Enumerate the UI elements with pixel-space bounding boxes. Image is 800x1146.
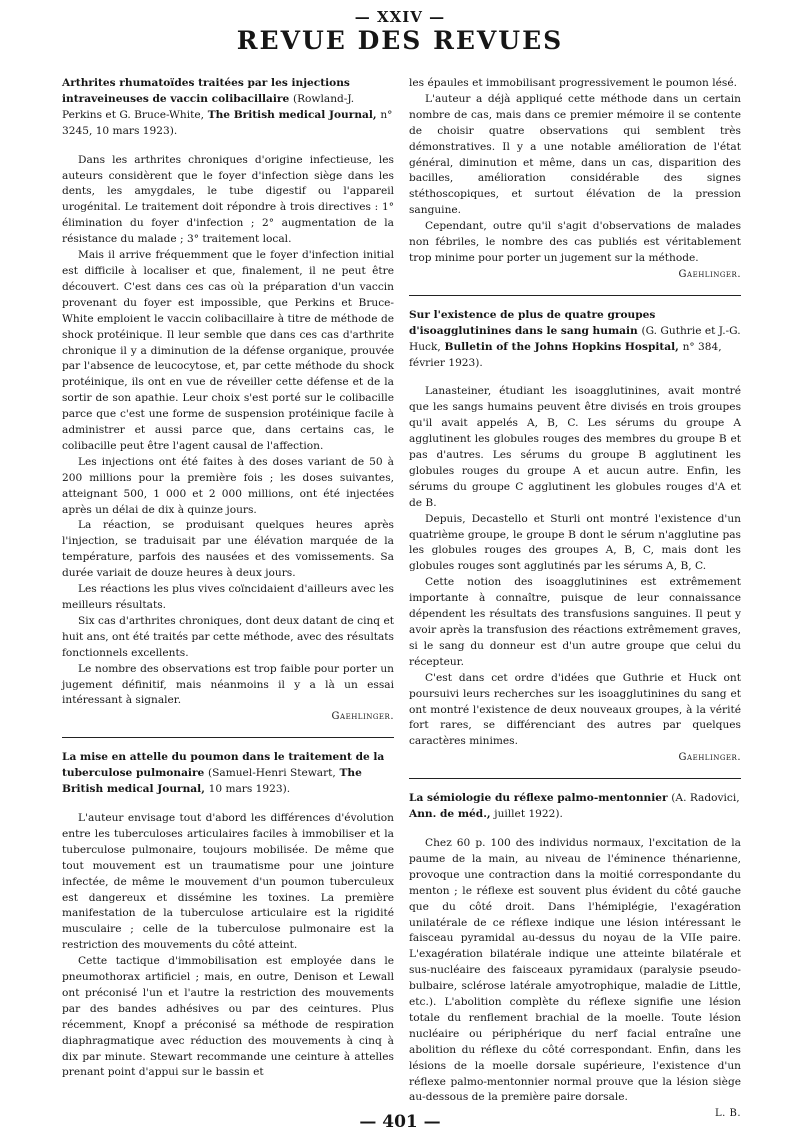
section-rubric: REVUE DES REVUES xyxy=(236,26,564,55)
article-paragraph: Cependant, outre qu'il s'agit d'observations de malades non fébriles, le nombre des cas publiés est véritablement trop minime pour porter un jugement sur la méthode. xyxy=(409,220,741,264)
article-journal: The British medical Journal, xyxy=(207,108,377,121)
article-paragraph: Le nombre des observations est trop faible pour porter un jugement définitif, mais néanmoins il y a là un essai intéressant à signaler. xyxy=(62,662,394,707)
article-title: La mise en attelle du poumon dans le traitement de la tuberculose pulmonaire (Samuel-Henri Stewart, The British medical Journal, 10 mars 1923). xyxy=(62,751,385,796)
article-signature: Gaehlinger. xyxy=(678,268,741,280)
article-citation: 10 mars 1923). xyxy=(208,783,291,796)
article-divider xyxy=(62,737,394,738)
article-authors: (Rowland-J. Perkins et G. Bruce-White, xyxy=(62,92,355,121)
article-paragraph: Cette tactique d'immobilisation est employée dans le pneumothorax artificiel ; mais, en outre, Denison et Lewall ont préconisé l'un et l'autre la restriction des mouvements par des bandes adhésives ou par des ceintures. Plus récemment, Knopf a préconisé sa méthode de respiration diaphragmatique avec réduction des mouvements à cinq à dix par minute. Stewart recommande une ceinture à attelles prenant point d'appui sur le bassin et xyxy=(62,955,394,1079)
page-number: — 401 — xyxy=(359,1112,441,1132)
article-journal: Ann. de méd., xyxy=(409,808,491,821)
article-journal: The British medical Journal, xyxy=(62,767,362,796)
article-authors: (Samuel-Henri Stewart, xyxy=(207,767,336,780)
article-authors: (G. Guthrie et J.-G. Huck, xyxy=(409,324,741,353)
right-column xyxy=(409,76,741,1122)
article-signature: Gaehlinger. xyxy=(331,711,394,723)
article-paragraph: Chez 60 p. 100 des individus normaux, l'excitation de la paume de la main, au niveau de l'éminence thénarienne, provoque une contraction dans la moitié correspondante du menton ; le réflexe est souvent plus évident du côté gauche que du côté droit. Dans l'hémiplégie, l'exagération unilatérale de ce réflexe indique une lésion intéressant le faisceau pyramidal au-dessus du noyau de la VIIe paire. L'exagération bilatérale indique une atteinte bilatérale et sus-nucléaire des faisceaux pyramidaux (paralysie pseudo-bulbaire, sclérose latérale amyotrophique, maladie de Little, etc.). L'abolition complète du réflexe signifie une lésion totale du renflement brachial de la moelle. Toute lésion nucléaire ou périphérique du nerf facial entraîne une abolition du réflexe du côté correspondant. Enfin, dans les lésions de la moelle dorsale supérieure, l'existence d'un réflexe palmo-mentonnier normal prouve que la lésion siège au-dessous de la première paire dorsale. xyxy=(409,836,741,1104)
article-paragraph: Mais il arrive fréquemment que le foyer d'infection initial est difficile à localiser et que, finalement, il ne peut être découvert. C'est dans ces cas où la préparation d'un vaccin provenant du foyer est impossible, que Perkins et Bruce-White emploient le vaccin colibacillaire à titre de méthode de shock protéinique. Il leur semble que dans ces cas d'arthrite chronique il y a diminution de la défense organique, prouvée par l'absence de leucocytose, et, par cette méthode du shock protéinique, ils ont en vue de réveiller cette défense et de la sortir de son apathie. Leur choix s'est porté sur le colibacille parce que c'est une forme de suspension protéinique facile à administrer et aussi parce que, dans certains cas, le colibacille peut être l'agent causal de l'affection. xyxy=(62,249,394,452)
article-paragraph: L'auteur a déjà appliqué cette méthode dans un certain nombre de cas, mais dans ce premier mémoire il se contente de choisir quatre observations qui semblent très démonstratives. Il y a une notable amélioration de l'état général, diminution et même, dans un cas, disparition des bacilles, amélioration considérable des signes stéthoscopiques, et surtout élévation de la pression sanguine. xyxy=(409,92,741,217)
article-paragraph: Six cas d'arthrites chroniques, dont deux datant de cinq et huit ans, ont été traités par cette méthode, avec des résultats fonctionnels excellents. xyxy=(62,614,394,659)
section-folio: — XXIV — xyxy=(354,8,446,26)
article-divider xyxy=(409,295,741,296)
article-signature: Gaehlinger. xyxy=(678,752,741,764)
article-paragraph: Cette notion des isoagglutinines est extrêmement importante à connaître, puisque de leur connaissance dépendent les résultats des transfusions sanguines. Il peut y avoir après la transfusion des réactions extrêmement graves, si le sang du donneur est d'un autre groupe que celui du récepteur. xyxy=(409,576,741,668)
article-title: Arthrites rhumatoïdes traitées par les injections intraveineuses de vaccin colibacillaire (Rowland-J. Perkins et G. Bruce-White, The British medical Journal, n° 3245, 10 mars 1923). xyxy=(62,77,393,137)
article-paragraph: Lanasteiner, étudiant les isoagglutinines, avait montré que les sangs humains peuvent être divisés en trois groupes qu'il avait appelés A, B, C. Les sérums du groupe A agglutinent les globules rouges des membres du groupe B et pas d'autres. Les sérums du groupe B agglutinent les globules rouges du groupe A et aucun autre. Enfin, les sérums du groupe C agglutinent les globules rouges d'A et de B. xyxy=(409,385,741,509)
article-paragraph: L'auteur envisage tout d'abord les différences d'évolution entre les tuberculoses articulaires faciles à immobiliser et la tuberculose pulmonaire, toujours mobilisée. De même que tout mouvement est un traumatisme pour une jointure infectée, de même le mouvement d'un poumon tuberculeux est dangereux et dissémine les toxines. La première manifestation de la tuberculose articulaire est la rigidité musculaire ; celle de la tuberculose pulmonaire est la restriction des mouvements du côté atteint. xyxy=(62,811,394,952)
article-authors: (A. Radovici, xyxy=(671,792,740,805)
article-citation: n° 3245, 10 mars 1923). xyxy=(62,108,393,137)
article-paragraph: Dans les arthrites chroniques d'origine infectieuse, les auteurs considèrent que le foyer d'infection siège dans les dents, les amygdales, le tube digestif ou l'appareil urogénital. Le traitement doit répondre à trois directives : 1° élimination du foyer d'infection ; 2° augmentation de la résistance du malade ; 3° traitement local. xyxy=(62,153,394,246)
article-title: La sémiologie du réflexe palmo-mentonnier (A. Radovici, Ann. de méd., juillet 1922). xyxy=(409,792,740,821)
article-paragraph: Les réactions les plus vives coïncidaient d'ailleurs avec les meilleurs résultats. xyxy=(62,583,394,611)
article-paragraph: Depuis, Decastello et Sturli ont montré l'existence d'un quatrième groupe, le groupe B dont le sérum n'agglutine pas les globules rouges des groupes A, B, C, mais dont les globules rouges sont agglutinés par les sérums A, B, C. xyxy=(409,512,741,573)
article-paragraph: Les injections ont été faites à des doses variant de 50 à 200 millions pour la première fois ; les doses suivantes, atteignant 500, 1 000 et 2 000 millions, ont été injectées après un délai de dix à quinze jours. xyxy=(62,455,394,516)
article-paragraph: les épaules et immobilisant progressivement le poumon lésé. xyxy=(409,77,737,89)
article-title: Sur l'existence de plus de quatre groupes d'isoagglutinines dans le sang humain (G. Guthrie et J.-G. Huck, Bulletin of the Johns Hopkins Hospital, n° 384, février 1923). xyxy=(409,308,741,369)
article-paragraph: La réaction, se produisant quelques heures après l'injection, se traduisait par une élévation marquée de la température, parfois des nausées et des vomissements. Sa durée variait de douze heures à deux jours. xyxy=(62,519,394,580)
article-paragraph: C'est dans cet ordre d'idées que Guthrie et Huck ont poursuivi leurs recherches sur les isoagglutinines du sang et ont montré l'existence de deux nouveaux groupes, à la vérité fort rares, se différenciant des autres par quelques caractères minimes. xyxy=(409,671,741,748)
article-citation: n° 384, février 1923). xyxy=(409,340,722,369)
article-citation: juillet 1922). xyxy=(494,808,563,821)
article-divider xyxy=(409,778,741,779)
article-journal: Bulletin of the Johns Hopkins Hospital, xyxy=(444,340,679,353)
article-signature: L. B. xyxy=(714,1108,741,1120)
left-column xyxy=(62,76,394,1081)
